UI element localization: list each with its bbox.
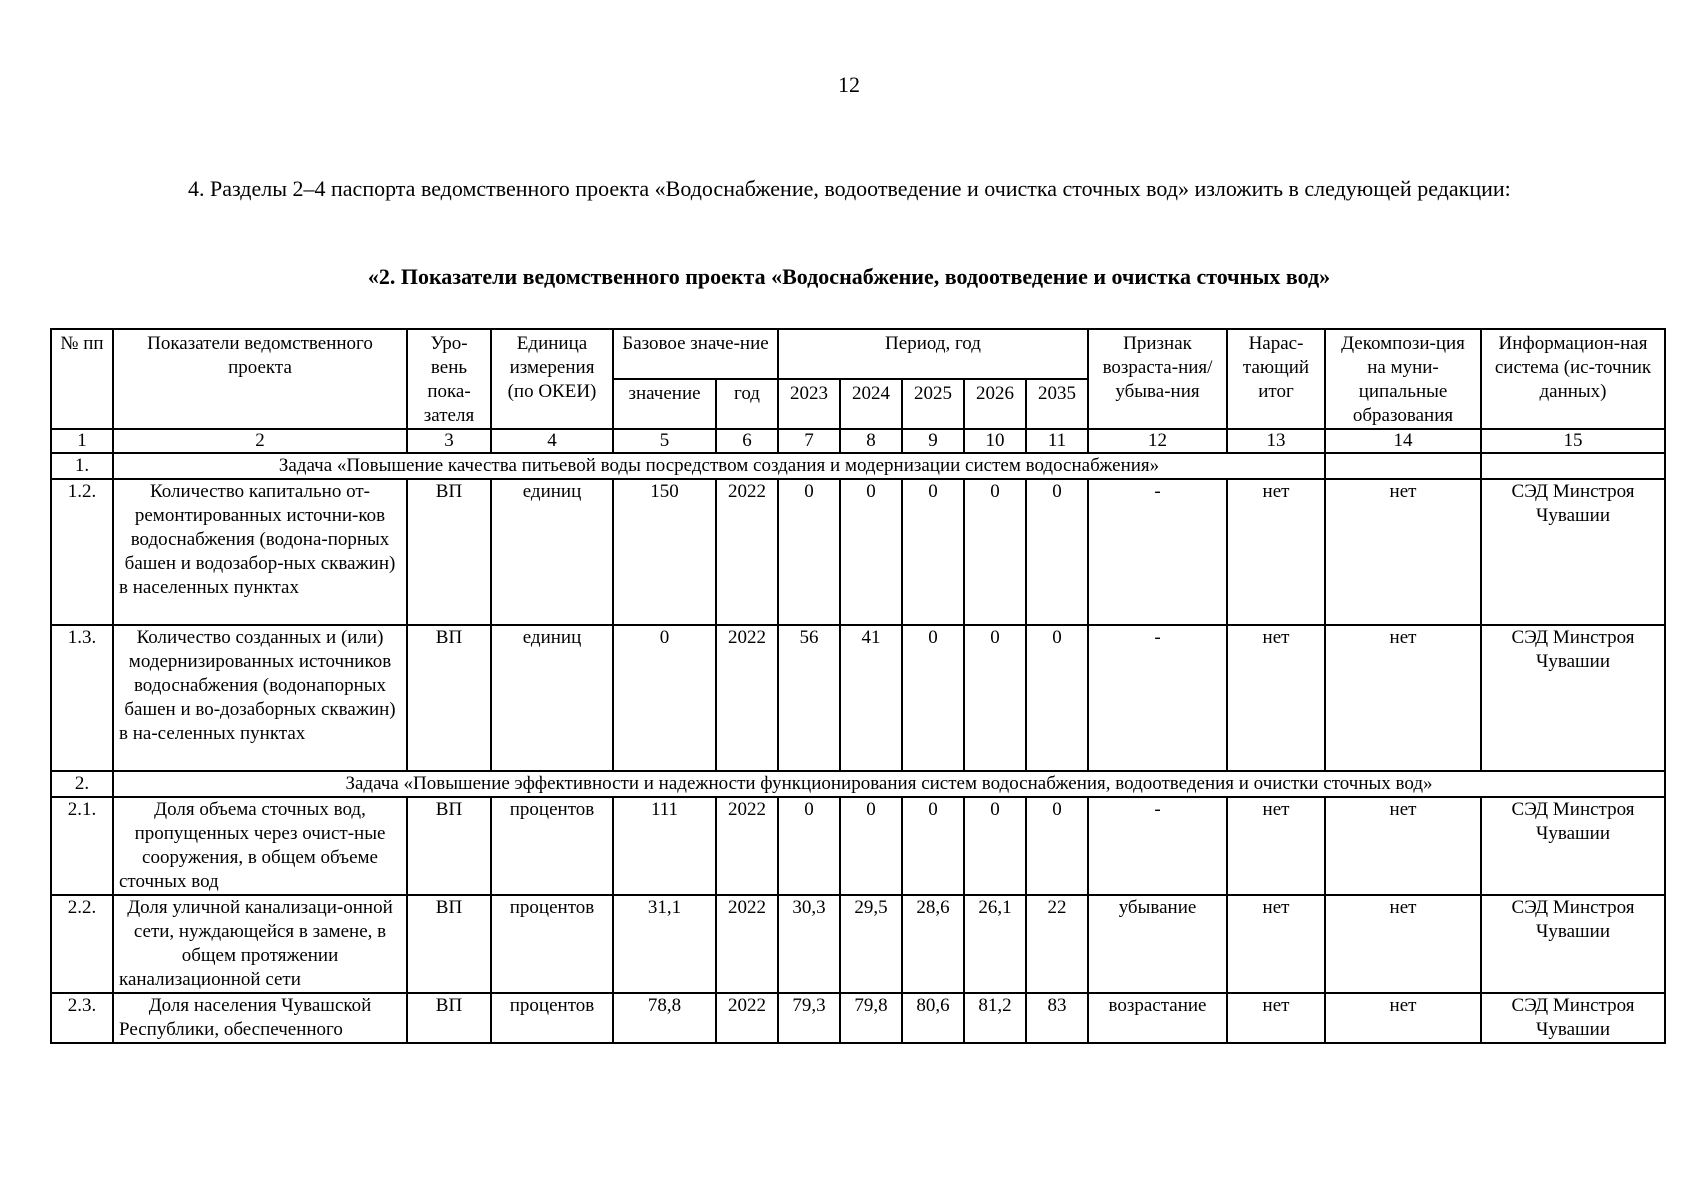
column-number: 1 — [51, 429, 113, 453]
level-cell: ВП — [407, 993, 491, 1043]
base-value-cell: 0 — [613, 625, 716, 771]
trend-cell: - — [1088, 479, 1227, 625]
header-year-2025: 2025 — [902, 379, 964, 429]
header-num: № пп — [51, 329, 113, 429]
base-year-cell: 2022 — [716, 895, 778, 993]
value-2025-cell: 0 — [902, 479, 964, 625]
task-row — [51, 453, 1665, 479]
base-year-cell: 2022 — [716, 625, 778, 771]
header-decomposition: Декомпози-ция на муни-ципальные образования — [1325, 329, 1481, 429]
column-number: 9 — [902, 429, 964, 453]
value-2026-cell: 81,2 — [964, 993, 1026, 1043]
info-system-cell: СЭД Минстроя Чувашии — [1481, 625, 1665, 771]
value-2023-cell: 0 — [778, 797, 840, 895]
column-number: 15 — [1481, 429, 1665, 453]
header-cumulative: Нарас-тающий итог — [1227, 329, 1325, 429]
value-2023-cell: 79,3 — [778, 993, 840, 1043]
column-numbers-row — [51, 429, 1665, 453]
value-2023-cell: 30,3 — [778, 895, 840, 993]
value-2026-cell: 0 — [964, 797, 1026, 895]
task-empty-cell — [1325, 453, 1481, 479]
indicators-table — [50, 328, 1666, 1044]
header-row-1 — [51, 329, 1665, 379]
task-number: 1. — [51, 453, 113, 479]
indicator-name: Доля уличной канализаци-онной сети, нуждающейся в замене, в общем протяжении канализационной сети — [113, 895, 407, 993]
column-number: 10 — [964, 429, 1026, 453]
column-number: 5 — [613, 429, 716, 453]
column-number: 14 — [1325, 429, 1481, 453]
base-value-cell: 150 — [613, 479, 716, 625]
intro-paragraph: 4. Разделы 2–4 паспорта ведомственного проекта «Водоснабжение, водоотведение и очистка сточных вод» изложить в следующей редакции: — [188, 176, 1511, 201]
info-system-cell: СЭД Минстроя Чувашии — [1481, 993, 1665, 1043]
row-number: 1.2. — [51, 479, 113, 625]
unit-cell: единиц — [491, 625, 613, 771]
row-number: 2.3. — [51, 993, 113, 1043]
header-indicator: Показатели ведомственного проекта — [113, 329, 407, 429]
decomposition-cell: нет — [1325, 993, 1481, 1043]
value-2035-cell: 83 — [1026, 993, 1088, 1043]
column-number: 6 — [716, 429, 778, 453]
value-2026-cell: 0 — [964, 625, 1026, 771]
task-empty-cell — [1481, 453, 1665, 479]
task-row — [51, 771, 1665, 797]
value-2024-cell: 0 — [840, 479, 902, 625]
section-title: «2. Показатели ведомственного проекта «Водоснабжение, водоотведение и очистка сточных вод» — [367, 264, 1331, 289]
row-number: 1.3. — [51, 625, 113, 771]
header-base-value: значение — [613, 379, 716, 429]
indicator-name: Количество капитально от-ремонтированных источни-ков водоснабжения (водона-порных башен и водозабор-ных скважин) в населенных пунктах — [113, 479, 407, 625]
task-text: Задача «Повышение качества питьевой воды посредством создания и модернизации систем водоснабжения» — [113, 453, 1325, 479]
value-2024-cell: 0 — [840, 797, 902, 895]
value-2035-cell: 0 — [1026, 797, 1088, 895]
header-year-2023: 2023 — [778, 379, 840, 429]
level-cell: ВП — [407, 895, 491, 993]
value-2025-cell: 80,6 — [902, 993, 964, 1043]
value-2035-cell: 22 — [1026, 895, 1088, 993]
trend-cell: убывание — [1088, 895, 1227, 993]
task-text: Задача «Повышение эффективности и надежности функционирования систем водоснабжения, водоотведения и очистки сточных вод» — [113, 771, 1665, 797]
column-number: 3 — [407, 429, 491, 453]
header-trend: Признак возраста-ния/ убыва-ния — [1088, 329, 1227, 429]
value-2024-cell: 41 — [840, 625, 902, 771]
column-number: 2 — [113, 429, 407, 453]
cumulative-cell: нет — [1227, 625, 1325, 771]
base-value-cell: 78,8 — [613, 993, 716, 1043]
base-year-cell: 2022 — [716, 797, 778, 895]
table-row — [51, 895, 1665, 993]
column-number: 13 — [1227, 429, 1325, 453]
unit-cell: процентов — [491, 895, 613, 993]
header-year-2035: 2035 — [1026, 379, 1088, 429]
value-2035-cell: 0 — [1026, 479, 1088, 625]
row-number: 2.1. — [51, 797, 113, 895]
header-base-year: год — [716, 379, 778, 429]
decomposition-cell: нет — [1325, 479, 1481, 625]
column-number: 8 — [840, 429, 902, 453]
value-2026-cell: 26,1 — [964, 895, 1026, 993]
header-year-2024: 2024 — [840, 379, 902, 429]
header-level: Уро-вень пока-зателя — [407, 329, 491, 429]
base-year-cell: 2022 — [716, 479, 778, 625]
value-2026-cell: 0 — [964, 479, 1026, 625]
column-number: 4 — [491, 429, 613, 453]
task-number: 2. — [51, 771, 113, 797]
unit-cell: процентов — [491, 993, 613, 1043]
header-period: Период, год — [778, 329, 1088, 379]
cumulative-cell: нет — [1227, 479, 1325, 625]
info-system-cell: СЭД Минстроя Чувашии — [1481, 797, 1665, 895]
indicator-name: Количество созданных и (или) модернизированных источников водоснабжения (водонапорных башен и во-дозаборных скважин) в на-селенных пунктах — [113, 625, 407, 771]
indicator-name: Доля населения Чувашской Республики, обеспеченного — [113, 993, 407, 1043]
base-value-cell: 31,1 — [613, 895, 716, 993]
value-2025-cell: 28,6 — [902, 895, 964, 993]
table-row — [51, 479, 1665, 625]
value-2024-cell: 79,8 — [840, 993, 902, 1043]
value-2035-cell: 0 — [1026, 625, 1088, 771]
column-number: 11 — [1026, 429, 1088, 453]
trend-cell: возрастание — [1088, 993, 1227, 1043]
table-row — [51, 625, 1665, 771]
cumulative-cell: нет — [1227, 895, 1325, 993]
value-2024-cell: 29,5 — [840, 895, 902, 993]
unit-cell: процентов — [491, 797, 613, 895]
header-year-2026: 2026 — [964, 379, 1026, 429]
header-base: Базовое значе-ние — [613, 329, 778, 379]
table-row — [51, 993, 1665, 1043]
level-cell: ВП — [407, 797, 491, 895]
info-system-cell: СЭД Минстроя Чувашии — [1481, 895, 1665, 993]
column-number: 12 — [1088, 429, 1227, 453]
base-year-cell: 2022 — [716, 993, 778, 1043]
cumulative-cell: нет — [1227, 797, 1325, 895]
header-info-system: Информацион-ная система (ис-точник данных) — [1481, 329, 1665, 429]
trend-cell: - — [1088, 797, 1227, 895]
indicator-name: Доля объема сточных вод, пропущенных через очист-ные сооружения, в общем объеме сточных вод — [113, 797, 407, 895]
table-row — [51, 797, 1665, 895]
level-cell: ВП — [407, 625, 491, 771]
base-value-cell: 111 — [613, 797, 716, 895]
value-2025-cell: 0 — [902, 625, 964, 771]
decomposition-cell: нет — [1325, 797, 1481, 895]
decomposition-cell: нет — [1325, 625, 1481, 771]
unit-cell: единиц — [491, 479, 613, 625]
value-2023-cell: 56 — [778, 625, 840, 771]
column-number: 7 — [778, 429, 840, 453]
trend-cell: - — [1088, 625, 1227, 771]
info-system-cell: СЭД Минстроя Чувашии — [1481, 479, 1665, 625]
row-number: 2.2. — [51, 895, 113, 993]
level-cell: ВП — [407, 479, 491, 625]
value-2025-cell: 0 — [902, 797, 964, 895]
cumulative-cell: нет — [1227, 993, 1325, 1043]
header-unit: Единица измерения (по ОКЕИ) — [491, 329, 613, 429]
decomposition-cell: нет — [1325, 895, 1481, 993]
value-2023-cell: 0 — [778, 479, 840, 625]
page-number: 12 — [838, 72, 860, 97]
